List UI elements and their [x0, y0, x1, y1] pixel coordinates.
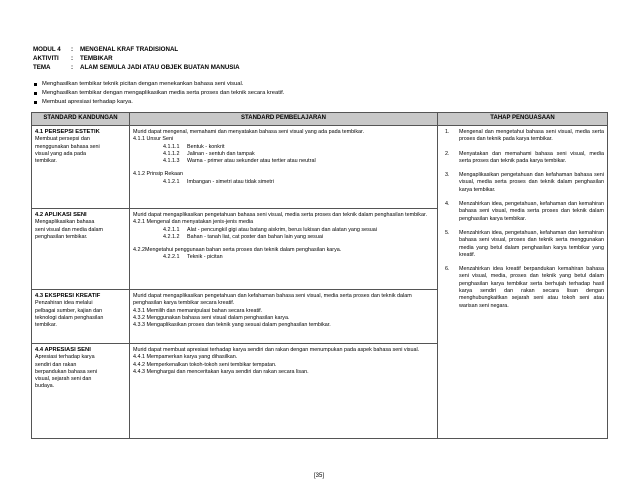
- sk-desc-line: berpandukan bahasa seni: [35, 368, 98, 375]
- tahap-text: Menzahirkan idea, pengetahuan, kefahaman dan kemahiran bahasa seni visual, proses dan teknik serta menggunakan media yang betul dalam penghasilan karya tembikar yang kreatif.: [459, 229, 604, 258]
- sp-item: 4.3.2 Menggunakan bahasa seni visual dalam penghasilan karya.: [133, 314, 290, 321]
- sp-detail-text: Teknik - picitan: [187, 254, 223, 261]
- tahap-number: 4.: [445, 201, 450, 208]
- tahap-number: 1.: [445, 129, 450, 135]
- sp-item: 4.4.1 Mempamerkan karya yang dihasilkan.: [133, 354, 238, 361]
- sk-desc-line: visual, sejarah seni dan: [35, 376, 92, 383]
- meta-row-modul: [33, 45, 240, 54]
- sk-desc-line: Membuat persepsi dan: [35, 136, 90, 143]
- sp-detail: [133, 151, 434, 158]
- tahap-item: [441, 172, 604, 194]
- tahap-text: Mengenal dan mengetahui bahasa seni visual, media serta proses dan teknik pada karya tembikar.: [459, 129, 604, 143]
- tahap-text: Menzahirkan idea kreatif berpandukan kemahiran bahasa seni visual, media, proses dan teknik yang betul dalam penghasilan karya tembikar serta berhujah terhadap hasil karya sendiri dan rakan secara lisan dengan menghubungkaitkan sejarah seni atau tokoh seni atau warisan seni negara.: [459, 266, 604, 309]
- meta-colon: :: [71, 55, 74, 62]
- sp-detail: [133, 254, 434, 261]
- sp-detail-text: Alat - pencungkil gigi atau batang aiskrim, berus lukisan dan alatan yang sesuai: [187, 226, 377, 233]
- tahap-item: [441, 151, 604, 166]
- header-tahap-penguasaan: TAHAP PENGUASAAN: [438, 113, 608, 126]
- tahap-item: [441, 129, 604, 144]
- sk-desc-line: seni visual dan media dalam: [35, 226, 104, 233]
- sk-desc-line: teknologi dalam penghasilan: [35, 314, 104, 321]
- header-standard-pembelajaran: STANDARD PEMBELAJARAN: [130, 113, 438, 126]
- objective-item: Membuat apresiasi terhadap karya.: [33, 98, 284, 107]
- tahap-number: 2.: [445, 150, 450, 157]
- sk-desc-line: Mengaplikasikan bahasa: [35, 219, 95, 226]
- sk-desc-line: tembikar.: [35, 158, 57, 165]
- sp-detail: [133, 227, 434, 234]
- sk-desc-line: penghasilan tembikar.: [35, 233, 88, 240]
- sp-detail-number: 4.2.1.1: [163, 226, 180, 233]
- sk-cell: [32, 290, 130, 344]
- sk-desc-line: visual yang ada pada: [35, 150, 86, 157]
- meta-value: MENGENAL KRAF TRADISIONAL: [80, 46, 179, 53]
- meta-row-tema: [33, 63, 240, 72]
- tahap-number: 6.: [445, 266, 450, 273]
- sp-cell: [130, 344, 438, 439]
- meta-key: TEMA: [33, 64, 51, 71]
- tahap-text: Menyatakan dan memahami bahasa seni visual, media serta proses dan teknik pada karya tembikar.: [459, 150, 604, 164]
- meta-value: ALAM SEMULA JADI ATAU OBJEK BUATAN MANUSIA: [80, 64, 240, 71]
- sp-item: 4.3.1 Memilih dan memanipulasi bahan secara kreatif.: [133, 307, 263, 314]
- header-standard-kandungan: STANDARD KANDUNGAN: [32, 113, 130, 126]
- tahap-item: [441, 230, 604, 259]
- sp-detail-text: Jalinan - sentuh dan tampak: [187, 150, 255, 157]
- sk-desc-line: budaya.: [35, 383, 55, 390]
- curriculum-table: [31, 112, 608, 439]
- tahap-item: [441, 201, 604, 223]
- sp-intro: Murid dapat membuat apresiasi terhadap karya sendiri dan rakan dengan menumpukan pada aspek bahasa seni visual.: [133, 347, 420, 353]
- sp-detail-number: 4.2.1.2: [163, 233, 180, 240]
- sp-item: 4.4.2 Memperkenalkan tokoh-tokoh seni tembikar tempatan.: [133, 361, 277, 368]
- tahap-item: [441, 266, 604, 310]
- sp-detail-number: 4.1.1.3: [163, 158, 180, 165]
- sp-detail: [133, 234, 434, 241]
- tahap-number: 5.: [445, 229, 450, 236]
- sk-cell: [32, 209, 130, 290]
- sp-subheading: 4.1.1 Unsur Seni: [133, 136, 174, 143]
- sp-item: 4.3.3 Mengaplikasikan proses dan teknik yang sesuai dalam penghasilan tembikar.: [133, 322, 331, 329]
- sp-intro: Murid dapat mengaplikasikan pengetahuan dan kefahaman bahasa seni visual, media serta proses dan teknik dalam penghasilan karya tembikar secara kreatif.: [133, 293, 412, 307]
- sk-title: 4.4 APRESIASI SENI: [35, 347, 91, 353]
- sk-title: 4.1 PERSEPSI ESTETIK: [35, 129, 100, 135]
- tahap-text: Mengaplikasikan pengetahuan dan kefahaman bahasa seni visual, media serta proses dan teknik dalam penghasilan karya tembikar.: [459, 172, 604, 193]
- meta-key: MODUL 4: [33, 46, 61, 53]
- sk-cell: [32, 344, 130, 439]
- sp-subheading: 4.2.1 Mengenal dan menyatakan jenis-jenis media: [133, 219, 254, 226]
- sp-cell: [130, 209, 438, 290]
- sp-item: 4.4.3 Menghargai dan menceritakan karya sendiri dan rakan secara lisan.: [133, 368, 309, 375]
- sp-detail-number: 4.2.2.1: [163, 254, 180, 261]
- sp-detail-text: Bahan - tanah liat, cat poster dan bahan lain yang sesuai: [187, 233, 324, 240]
- sp-subheading: 4.1.2 Prinsip Rekaan: [133, 171, 184, 178]
- sp-intro: Murid dapat mengenal, memahami dan menyatakan bahasa seni visual yang ada pada tembikar.: [133, 129, 365, 135]
- meta-colon: :: [71, 64, 74, 71]
- meta-value: TEMBIKAR: [80, 55, 113, 62]
- sk-cell: [32, 126, 130, 209]
- sp-detail: [133, 144, 434, 151]
- objective-item: Menghasilkan tembikar teknik picitan dengan menekankan bahasa seni visual.: [33, 80, 284, 89]
- module-header: [33, 45, 240, 72]
- sp-detail-text: Bentuk - konkrit: [187, 143, 225, 150]
- sp-detail-text: Warna - primer atau sekunder atau tertier atau neutral: [187, 158, 316, 165]
- page-number: [35]: [313, 473, 324, 479]
- sp-detail-number: 4.1.1.1: [163, 143, 180, 150]
- tp-cell: [438, 126, 608, 439]
- tahap-list: [441, 129, 604, 310]
- sk-desc-line: Penzahiran idea melalui: [35, 300, 93, 307]
- sk-title: 4.3 EKSPRESI KREATIF: [35, 293, 101, 299]
- sk-desc-line: Apresiasi terhadap karya: [35, 354, 95, 361]
- sp-cell: [130, 290, 438, 344]
- sp-detail: [133, 179, 434, 186]
- sp-cell: [130, 126, 438, 209]
- sp-subheading: 4.2.2Mengetahui penggunaan bahan serta proses dan teknik dalam penghasilan karya.: [133, 247, 342, 254]
- table-header-row: [32, 113, 608, 126]
- sk-desc-line: pelbagai sumber, kajian dan: [35, 307, 103, 314]
- objective-item: Menghasilkan tembikar dengan mengaplikasikan media serta proses dan teknik secara kreatif.: [33, 89, 284, 98]
- tahap-number: 3.: [445, 172, 450, 179]
- table-row-4-1: [32, 126, 608, 209]
- meta-key: AKTIVITI: [33, 55, 59, 62]
- sk-desc-line: tembikar.: [35, 322, 57, 329]
- sp-detail-number: 4.1.2.1: [163, 178, 180, 185]
- sp-detail: [133, 158, 434, 165]
- meta-row-aktiviti: [33, 54, 240, 63]
- tahap-text: Menzahirkan idea, pengetahuan, kefahaman dan kemahiran bahasa seni visual, media serta proses dan teknik dalam penghasilan karya tembikar.: [459, 201, 604, 222]
- sk-desc-line: menggunakan bahasa seni: [35, 143, 100, 150]
- objective-list: [33, 80, 284, 108]
- sp-detail-text: Imbangan - simetri atau tidak simetri: [187, 178, 274, 185]
- sp-intro: Murid dapat mengaplikasikan pengetahuan bahasa seni visual, media serta proses dan teknik dalam penghasilan tembikar.: [133, 212, 427, 218]
- sp-detail-number: 4.1.1.2: [163, 150, 180, 157]
- meta-colon: :: [71, 46, 74, 53]
- sk-title: 4.2 APLIKASI SENI: [35, 212, 87, 218]
- sk-desc-line: sendiri dan rakan: [35, 361, 77, 368]
